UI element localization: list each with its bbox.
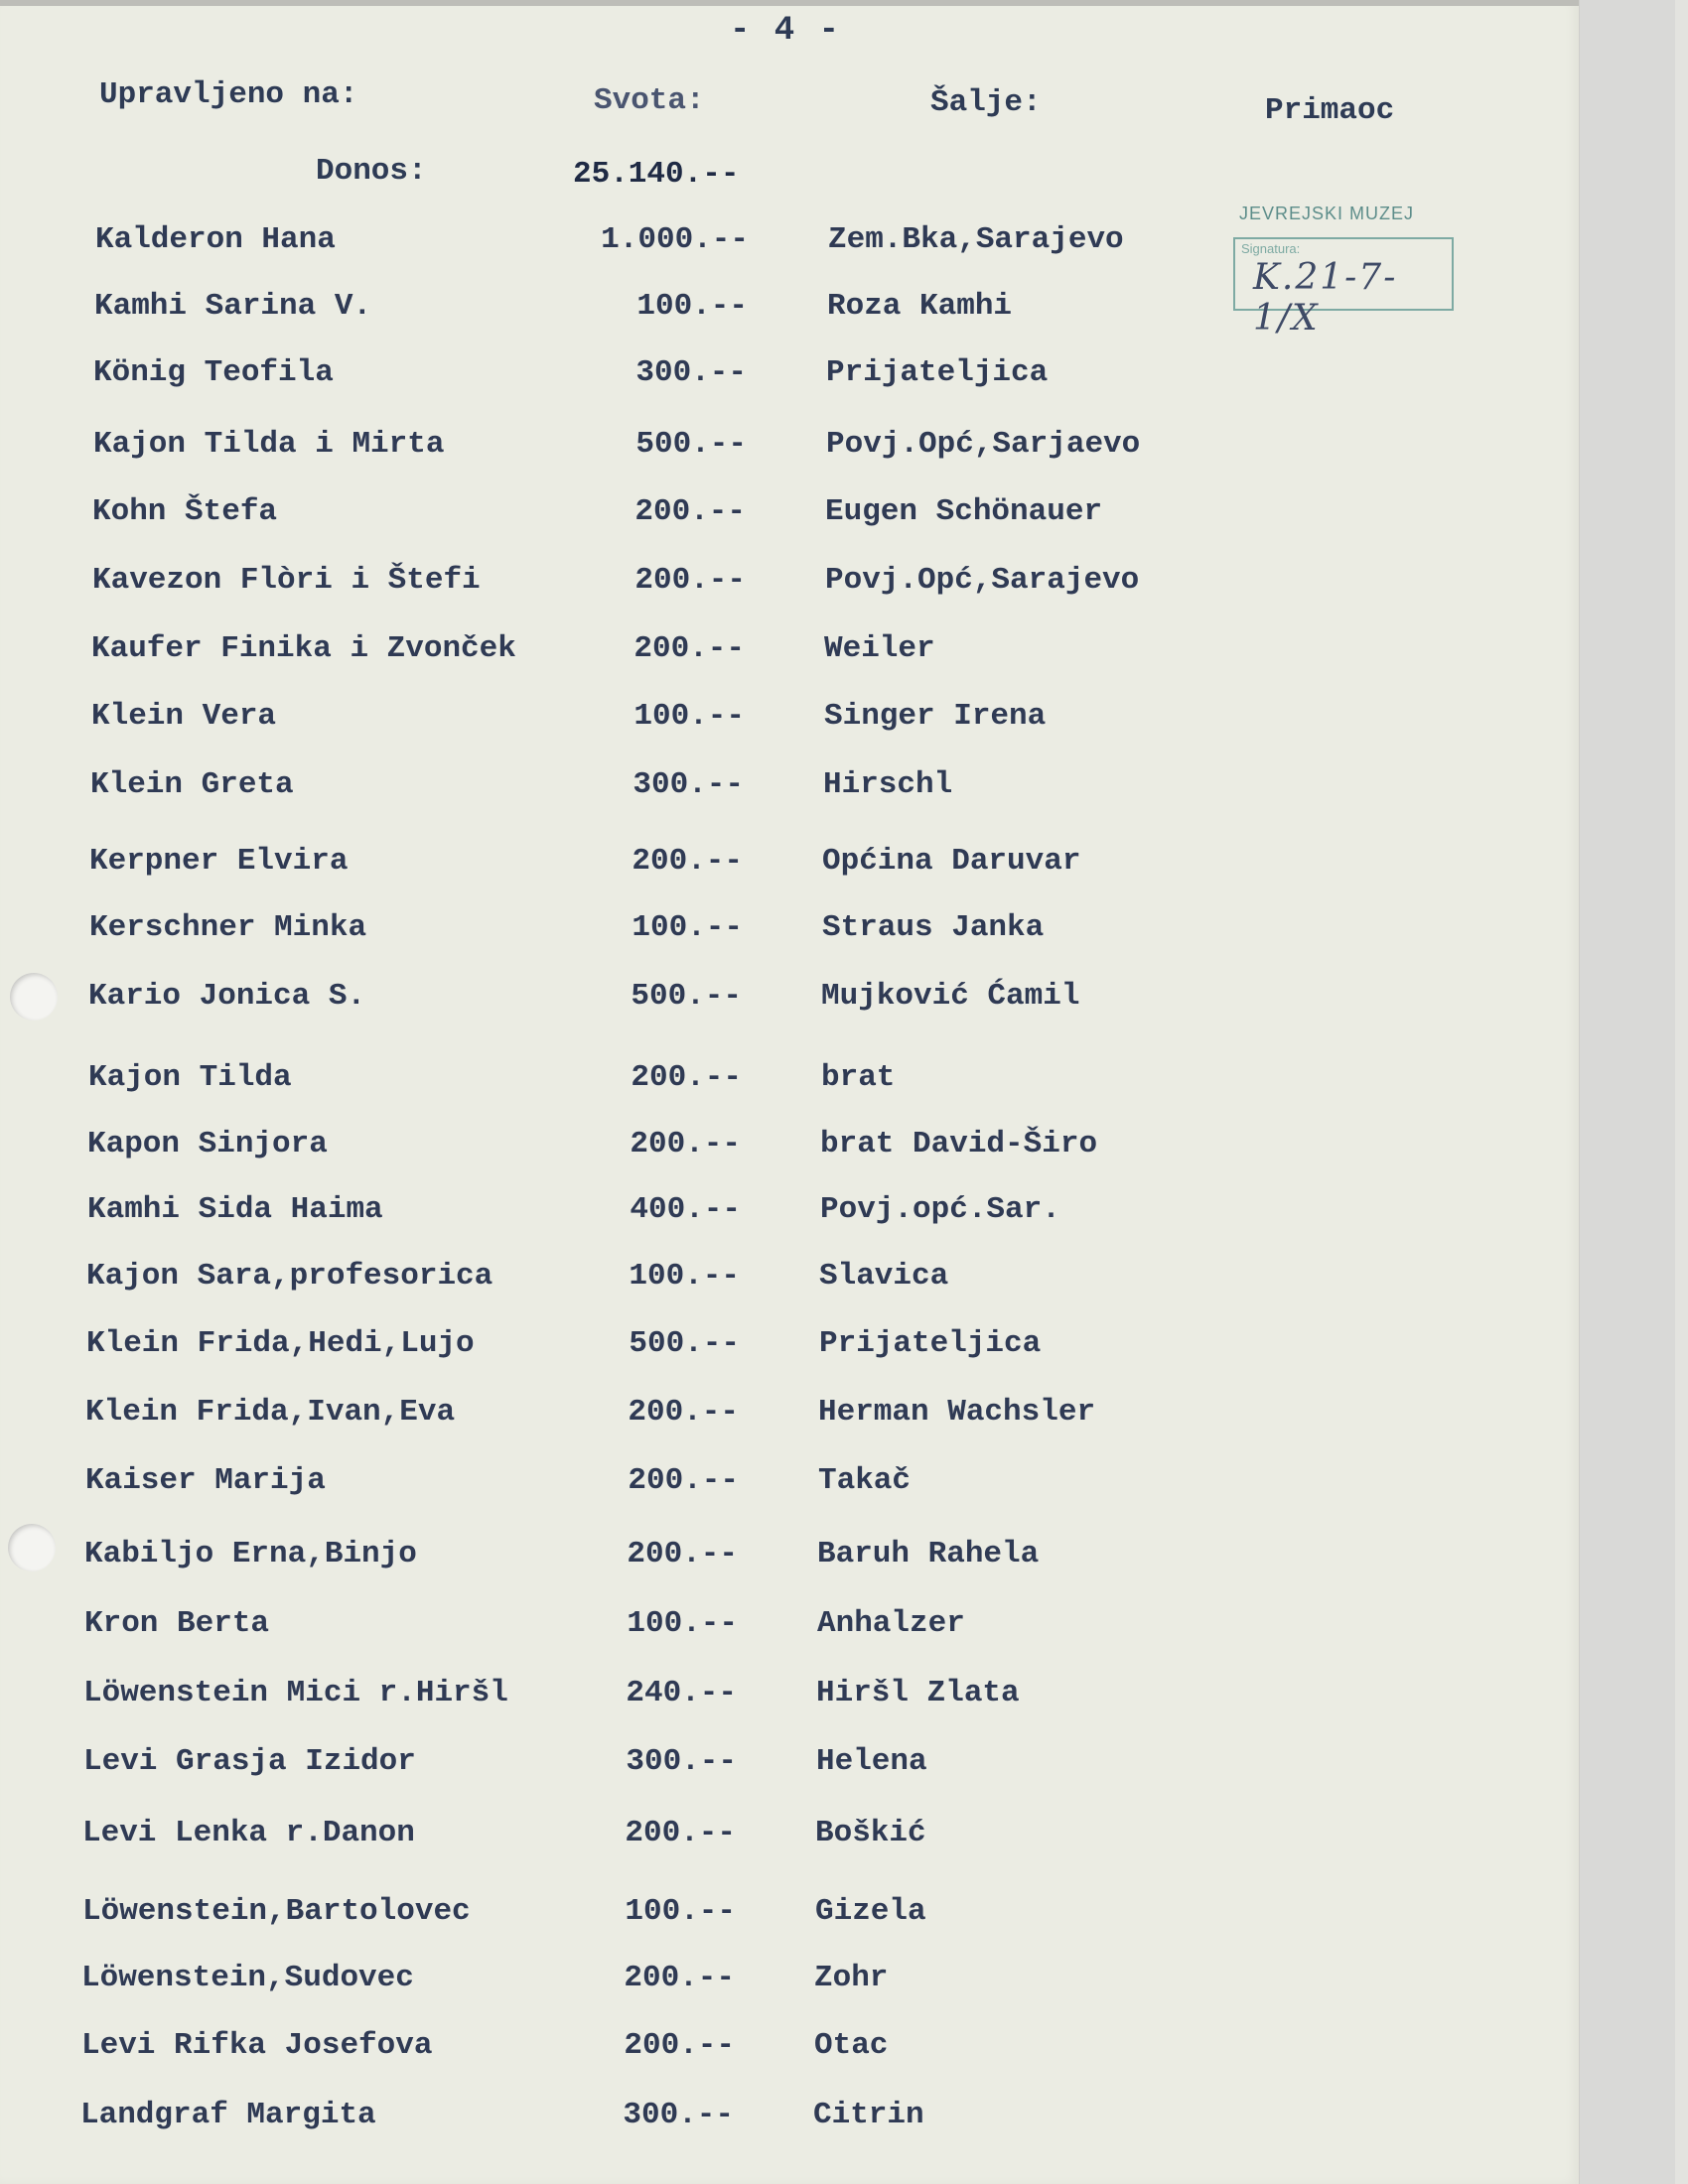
- entry-amount: 100.--: [636, 289, 748, 324]
- entry-row: [0, 979, 1572, 1024]
- entry-row: [0, 1961, 1565, 2006]
- entry-row: [0, 2028, 1565, 2074]
- entry-sender: Općina Daruvar: [822, 844, 1081, 879]
- entry-name: Kerschner Minka: [89, 910, 367, 945]
- entry-row: [0, 1894, 1566, 1940]
- entry-name: Kajon Tilda i Mirta: [93, 427, 445, 462]
- paper-edge: [1579, 0, 1675, 2184]
- entry-amount: 200.--: [625, 1816, 736, 1850]
- entry-name: Kohn Štefa: [92, 494, 278, 529]
- entry-row: [0, 1395, 1569, 1440]
- entry-name: Kavezon Flòri i Štefi: [92, 563, 481, 598]
- entry-name: König Teofila: [93, 355, 334, 390]
- punch-hole: [8, 1524, 56, 1571]
- entry-name: Levi Lenka r.Danon: [82, 1816, 415, 1850]
- entry-amount: 200.--: [628, 1395, 739, 1430]
- entry-row: [0, 563, 1576, 609]
- stamp-field-label: Signatura:: [1241, 241, 1301, 256]
- entry-amount: 400.--: [630, 1192, 741, 1227]
- entry-row: [0, 1676, 1567, 1721]
- entry-name: Kabiljo Erna,Binjo: [84, 1537, 417, 1571]
- entry-name: Kapon Sinjora: [87, 1127, 328, 1161]
- entry-name: Levi Rifka Josefova: [81, 2028, 433, 2063]
- stamp-museum-name: JEVREJSKI MUZEJ: [1239, 204, 1415, 223]
- entry-name: Klein Frida,Ivan,Eva: [85, 1395, 456, 1430]
- entry-sender: Povj.opć.Sar.: [820, 1192, 1060, 1227]
- entry-amount: 240.--: [626, 1676, 737, 1710]
- entry-name: Klein Vera: [91, 699, 277, 734]
- entry-amount: 200.--: [632, 844, 743, 879]
- entry-sender: brat: [821, 1060, 896, 1095]
- entry-name: Kajon Sara,profesorica: [86, 1259, 493, 1294]
- entry-amount: 100.--: [629, 1259, 740, 1294]
- entry-row: [0, 1060, 1572, 1106]
- entry-amount: 200.--: [633, 631, 745, 666]
- entry-name: Kajon Tilda: [88, 1060, 292, 1095]
- entry-sender: Prijateljica: [826, 355, 1049, 390]
- donos-value: 25.140.--: [573, 157, 740, 192]
- entry-amount: 200.--: [624, 1961, 735, 1995]
- entry-name: Löwenstein,Sudovec: [81, 1961, 414, 1995]
- entry-row: [0, 1606, 1568, 1652]
- entry-name: Kamhi Sida Haima: [87, 1192, 383, 1227]
- entry-row: [0, 767, 1574, 813]
- entry-name: Kario Jonica S.: [88, 979, 366, 1014]
- entry-amount: 300.--: [626, 1744, 737, 1779]
- entry-name: Kalderon Hana: [95, 222, 336, 257]
- entry-amount: 300.--: [623, 2098, 734, 2132]
- entry-amount: 200.--: [634, 563, 746, 598]
- entry-amount: 100.--: [633, 699, 745, 734]
- entry-sender: Boškić: [815, 1816, 926, 1850]
- entry-sender: Hirschl: [823, 767, 953, 802]
- entry-sender: Zem.Bka,Sarajevo: [828, 222, 1124, 257]
- entry-amount: 300.--: [633, 767, 744, 802]
- entry-row: [0, 494, 1576, 540]
- entry-row: [0, 1744, 1567, 1790]
- entry-amount: 100.--: [627, 1606, 738, 1641]
- entry-name: Kerpner Elvira: [89, 844, 349, 879]
- entry-sender: Otac: [814, 2028, 889, 2063]
- entry-row: [0, 222, 1579, 268]
- entry-name: Kaufer Finika i Zvonček: [91, 631, 516, 666]
- entry-sender: Povj.Opć,Sarjaevo: [826, 427, 1141, 462]
- entry-sender: Mujković Ćamil: [821, 979, 1080, 1014]
- entry-amount: 200.--: [627, 1537, 738, 1571]
- header-recipient: Upravljeno na:: [99, 77, 358, 112]
- entry-sender: Baruh Rahela: [817, 1537, 1040, 1571]
- stamp-signature: K.21-7-1/X: [1253, 257, 1398, 339]
- entry-sender: Singer Irena: [824, 699, 1047, 734]
- header-sender: Šalje:: [930, 85, 1042, 120]
- entry-row: [0, 699, 1575, 745]
- entry-sender: Herman Wachsler: [818, 1395, 1096, 1430]
- entry-name: Kron Berta: [84, 1606, 270, 1641]
- top-edge: [0, 0, 1579, 6]
- entry-row: [0, 910, 1573, 956]
- entry-sender: Slavica: [819, 1259, 949, 1294]
- entry-name: Levi Grasja Izidor: [83, 1744, 416, 1779]
- entry-amount: 300.--: [635, 355, 747, 390]
- entry-row: [0, 355, 1577, 401]
- entry-row: [0, 289, 1578, 335]
- entry-amount: 200.--: [624, 2028, 735, 2063]
- entry-row: [0, 1537, 1568, 1582]
- entry-amount: 500.--: [629, 1326, 740, 1361]
- entry-sender: Weiler: [824, 631, 935, 666]
- entry-row: [0, 1192, 1571, 1238]
- entry-amount: 200.--: [630, 1127, 741, 1161]
- entry-sender: Takač: [818, 1463, 912, 1498]
- entry-amount: 200.--: [631, 1060, 742, 1095]
- entry-name: Löwenstein,Bartolovec: [82, 1894, 471, 1929]
- entry-sender: Helena: [816, 1744, 927, 1779]
- entry-amount: 500.--: [635, 427, 747, 462]
- entry-name: Löwenstein Mici r.Hiršl: [83, 1676, 508, 1710]
- entry-name: Klein Frida,Hedi,Lujo: [86, 1326, 475, 1361]
- entry-sender: Roza Kamhi: [827, 289, 1013, 324]
- entry-row: [0, 1463, 1569, 1509]
- entry-row: [0, 1259, 1570, 1304]
- entry-row: [0, 1326, 1570, 1372]
- entry-sender: Zohr: [814, 1961, 889, 1995]
- header-receiver: Primaoc: [1265, 93, 1395, 128]
- entry-name: Kamhi Sarina V.: [94, 289, 372, 324]
- entry-amount: 1.000.--: [601, 222, 749, 257]
- donos-label: Donos:: [316, 154, 427, 189]
- entry-sender: brat David-Širo: [820, 1127, 1098, 1161]
- entry-amount: 500.--: [631, 979, 742, 1014]
- entry-name: Kaiser Marija: [85, 1463, 326, 1498]
- header-amount: Svota:: [594, 83, 705, 118]
- entry-amount: 200.--: [634, 494, 746, 529]
- entry-name: Landgraf Margita: [80, 2098, 376, 2132]
- entry-sender: Eugen Schönauer: [825, 494, 1103, 529]
- entry-row: [0, 631, 1575, 677]
- entry-amount: 200.--: [628, 1463, 739, 1498]
- page-number: - 4 -: [730, 12, 842, 50]
- entry-sender: Straus Janka: [822, 910, 1045, 945]
- entry-sender: Hiršl Zlata: [816, 1676, 1020, 1710]
- entry-sender: Prijateljica: [819, 1326, 1042, 1361]
- entry-row: [0, 427, 1577, 473]
- punch-hole: [10, 973, 58, 1021]
- entry-amount: 100.--: [632, 910, 743, 945]
- entry-row: [0, 844, 1573, 889]
- entry-sender: Povj.Opć,Sarajevo: [825, 563, 1140, 598]
- entry-row: [0, 1127, 1571, 1172]
- entry-row: [0, 1816, 1566, 1861]
- entry-sender: Anhalzer: [817, 1606, 965, 1641]
- entry-sender: Citrin: [813, 2098, 924, 2132]
- entry-sender: Gizela: [815, 1894, 926, 1929]
- entry-row: [0, 2098, 1564, 2143]
- entry-name: Klein Greta: [90, 767, 294, 802]
- entry-amount: 100.--: [625, 1894, 736, 1929]
